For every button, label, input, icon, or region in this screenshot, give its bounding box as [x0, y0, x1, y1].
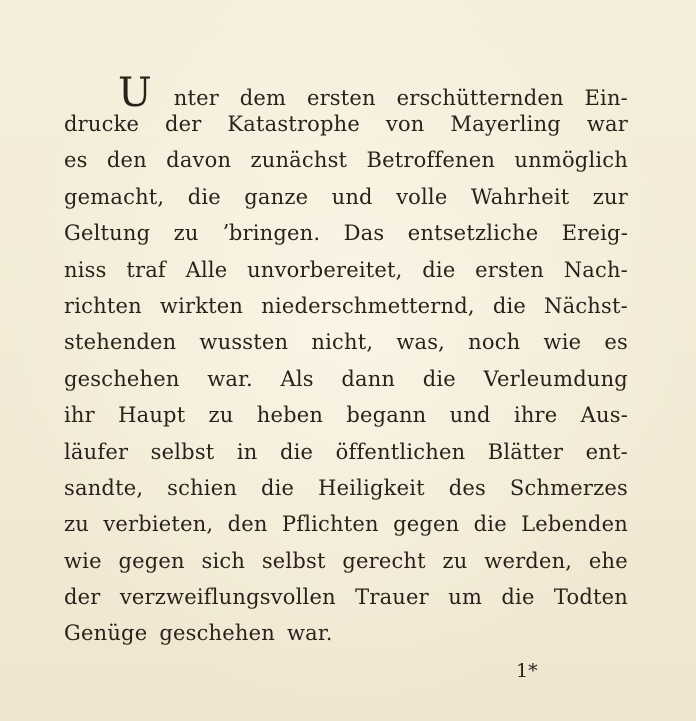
- text-line: [64, 403, 628, 439]
- word: die: [422, 366, 456, 391]
- word: ersten: [306, 86, 376, 110]
- word: dann: [341, 366, 396, 391]
- text-line: [64, 221, 628, 257]
- word: in: [236, 439, 258, 464]
- word: niss: [64, 257, 107, 282]
- word: geschehen: [64, 366, 180, 391]
- word: volle: [396, 184, 448, 209]
- word: ersten: [475, 257, 544, 282]
- word: zu: [173, 221, 199, 246]
- word: Haupt: [118, 403, 186, 428]
- word: die: [280, 439, 314, 464]
- word: die: [187, 184, 221, 209]
- text-line: [64, 367, 628, 403]
- word: heben: [256, 403, 324, 428]
- word: Ereig-: [561, 221, 628, 246]
- word: der: [164, 112, 202, 136]
- word: ehe: [588, 548, 628, 573]
- word: zu: [208, 403, 234, 428]
- word: Heiligkeit: [318, 475, 425, 500]
- text-line: [64, 476, 628, 512]
- word: geschehen: [159, 621, 275, 646]
- word: begann: [346, 403, 427, 428]
- word: zunächst: [250, 148, 348, 173]
- word: richten: [64, 293, 142, 318]
- word: stehenden: [64, 330, 177, 355]
- word: zu: [442, 548, 468, 573]
- word: läufer: [64, 439, 129, 464]
- word: Blätter: [487, 439, 564, 464]
- word: war.: [207, 366, 253, 391]
- word: selbst: [261, 548, 326, 573]
- word: drucke: [64, 112, 140, 136]
- word: es: [64, 148, 88, 173]
- text-line: [64, 549, 628, 585]
- word: die: [492, 293, 526, 318]
- word: nicht,: [311, 330, 374, 355]
- word: ihre: [513, 403, 558, 428]
- signature-mark: 1*: [516, 660, 538, 682]
- word: sandte,: [64, 475, 144, 500]
- word: was,: [396, 330, 446, 355]
- word: Katastrophe: [227, 112, 361, 136]
- word: zu: [64, 512, 89, 537]
- word: gemacht,: [64, 184, 165, 209]
- word: Mayerling: [450, 112, 561, 136]
- text-line: [64, 440, 628, 476]
- text-line: [64, 62, 628, 116]
- text-line: [64, 585, 628, 621]
- text-line: [64, 258, 628, 294]
- word: Ein-: [584, 86, 628, 110]
- word: verbieten,: [103, 512, 214, 537]
- word: traf: [126, 257, 166, 282]
- word: und: [449, 403, 491, 428]
- word: noch: [468, 330, 521, 355]
- text-line: [64, 294, 628, 330]
- word: verzweiflungsvollen: [119, 585, 336, 610]
- word: ʼbringen.: [221, 221, 321, 246]
- word: Als: [280, 366, 314, 391]
- word: Genüge: [64, 621, 148, 646]
- word: Das: [343, 221, 385, 246]
- text-line: [64, 185, 628, 221]
- word: war.: [286, 621, 333, 646]
- word: sich: [201, 548, 246, 573]
- word: Betroffenen: [366, 148, 496, 173]
- word: ent-: [585, 439, 628, 464]
- word: Wahrheit: [470, 184, 570, 209]
- drop-cap: U: [118, 70, 152, 116]
- word: die: [501, 585, 535, 610]
- word: die: [473, 512, 507, 537]
- word: gegen: [393, 512, 460, 537]
- word: Schmerzes: [509, 475, 628, 500]
- word: Todten: [553, 585, 628, 610]
- word: um: [448, 585, 483, 610]
- word: Geltung: [64, 221, 151, 246]
- word: wussten: [199, 330, 289, 355]
- word: nter: [173, 86, 219, 110]
- word: ihr: [64, 403, 95, 428]
- word: der: [64, 585, 101, 610]
- word: von: [385, 112, 425, 136]
- word: dem: [239, 86, 287, 110]
- word: die: [422, 257, 456, 282]
- word: Aus-: [580, 403, 628, 428]
- word: schien: [167, 475, 238, 500]
- word: Pflichten: [281, 512, 379, 537]
- word: Nach-: [563, 257, 628, 282]
- word: öffentlichen: [335, 439, 466, 464]
- word: es: [604, 330, 628, 355]
- body-paragraph: [64, 62, 628, 658]
- word: werden,: [484, 548, 573, 573]
- word: wirkten: [159, 293, 244, 318]
- text-line: [64, 148, 628, 184]
- word: zur: [592, 184, 628, 209]
- word: niederschmetternd,: [261, 293, 475, 318]
- word: des: [448, 475, 486, 500]
- text-line: [64, 330, 628, 366]
- word: entsetzliche: [407, 221, 539, 246]
- text-line: [64, 112, 628, 148]
- word: Nächst-: [544, 293, 628, 318]
- word: wie: [64, 548, 102, 573]
- word: den: [227, 512, 268, 537]
- word: gerecht: [342, 548, 426, 573]
- word: ganze: [244, 184, 309, 209]
- word: Alle: [185, 257, 228, 282]
- word: den: [106, 148, 147, 173]
- word: die: [261, 475, 295, 500]
- word: selbst: [150, 439, 215, 464]
- word: und: [331, 184, 373, 209]
- word: erschütternden: [396, 86, 564, 110]
- word: davon: [166, 148, 232, 173]
- word: unmöglich: [514, 148, 628, 173]
- word: Trauer: [355, 585, 429, 610]
- word: Verleumdung: [483, 366, 628, 391]
- word: Lebenden: [521, 512, 628, 537]
- word: war: [586, 112, 628, 136]
- word: gegen: [118, 548, 185, 573]
- text-line: [64, 512, 628, 548]
- word: wie: [543, 330, 582, 355]
- word: unvorbereitet,: [247, 257, 403, 282]
- text-line: [64, 621, 628, 657]
